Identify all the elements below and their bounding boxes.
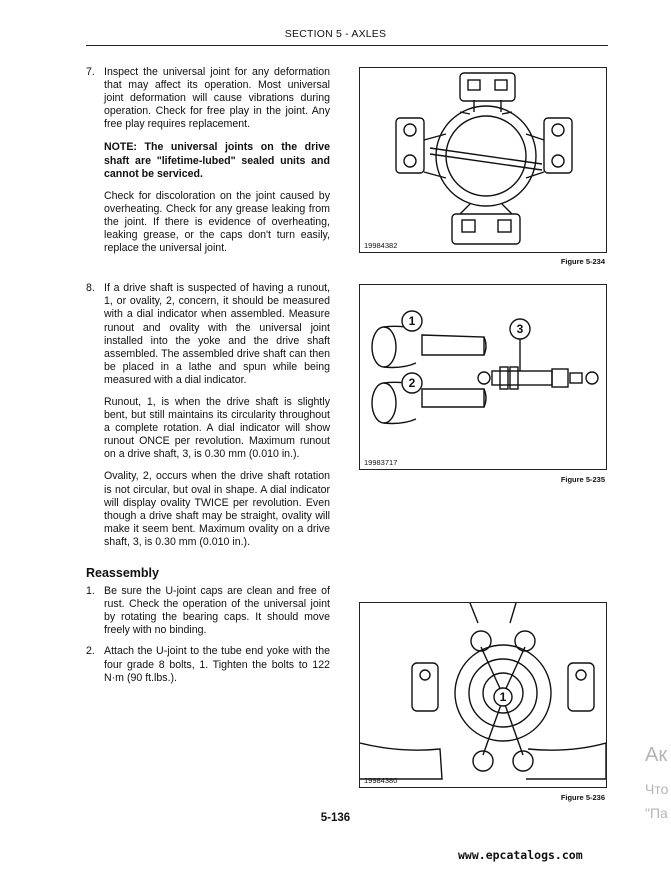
step-number: 1. <box>86 585 95 598</box>
reassembly-heading: Reassembly <box>86 566 159 580</box>
page-header-title: SECTION 5 - AXLES <box>284 28 387 40</box>
page-number: 5-136 <box>320 812 351 824</box>
runout-ovality-illustration <box>360 285 606 469</box>
step-7-discoloration-text: Check for discoloration on the joint caused by overheating. Check for any grease leaking from the joint. If there is evidence of overheating, leaking grease, or the caps don't turn easily, replace the universal joint. <box>104 189 330 255</box>
reassembly-step-1-text: Be sure the U-joint caps are clean and free of rust. Check the operation of the universal joint by rotating the bearing caps. It should move freely with no binding. <box>104 585 330 637</box>
reassembly-step-2 <box>86 645 330 684</box>
left-text-column <box>86 66 330 685</box>
figure-caption: Figure 5-235 <box>560 475 605 484</box>
step-8 <box>86 282 330 549</box>
reassembly-step-2-text: Attach the U-joint to the tube end yoke with the four grade 8 bolts, 1. Tighten the bolts to 122 N·m (90 ft.lbs.). <box>104 645 330 684</box>
step-7-text: Inspect the universal joint for any deformation that may affect its operation. Most universal joint deformation will cause vibrations during operation. Check for free play in the joint. Any free play requires replacement. <box>104 66 330 131</box>
callout-label-3: 3 <box>516 322 524 336</box>
step-8-text: If a drive shaft is suspected of having a runout, 1, or ovality, 2, concern, it should be measured with a dial indicator when assembled. Measure runout and ovality with the universal joint installed into the yoke and the drive shaft assembled. The assembled drive shaft can then be placed in a lathe and spun while being measured with a dial indicator. <box>104 282 330 386</box>
figure-runout-ovality <box>359 284 607 470</box>
yoke-bolts-illustration <box>360 603 606 787</box>
figure-universal-joint <box>359 67 607 253</box>
callout-label-1: 1 <box>499 690 507 704</box>
ovality-text: Ovality, 2, occurs when the drive shaft rotation is not circular, but oval in shape. A dial indicator will display ovality TWICE per revolution. Even though a drive shaft may be straight, ovality will make it seem bent. Maximum ovality on a drive shaft, 3, is 0.30 mm (0.010 in.). <box>104 470 330 548</box>
figure-caption: Figure 5-234 <box>560 257 605 266</box>
side-overlay-text-3: "Па <box>645 805 668 821</box>
universal-joint-illustration <box>360 68 606 252</box>
step-number: 2. <box>86 645 95 658</box>
runout-text: Runout, 1, is when the drive shaft is slightly bent, but still maintains its circularity throughout a complete rotation. A dial indicator will show runout ONCE per revolution. Maximum runout on a drive shaft, 3, is 0.30 mm (0.010 in.). <box>104 395 330 461</box>
watermark-url: www.epcatalogs.com <box>458 848 583 862</box>
figure-id: 19984382 <box>364 241 398 250</box>
step-7 <box>86 66 330 255</box>
side-overlay-text-1: Ак <box>645 744 668 766</box>
figure-id: 19984380 <box>364 776 398 785</box>
step-number: 7. <box>86 66 95 78</box>
lifetime-lubed-note: NOTE: The universal joints on the drive shaft are "lifetime-lubed" sealed units and cannot be serviced. <box>104 141 330 180</box>
figure-caption: Figure 5-236 <box>560 793 605 802</box>
header-rule <box>86 45 608 46</box>
figure-tube-end-yoke-bolts <box>359 602 607 788</box>
callout-label-2: 2 <box>408 376 416 390</box>
step-number: 8. <box>86 282 95 295</box>
callout-label-1: 1 <box>408 314 416 328</box>
figure-id: 19983717 <box>364 458 398 467</box>
reassembly-step-1 <box>86 585 330 637</box>
side-overlay-text-2: Что <box>645 781 669 797</box>
